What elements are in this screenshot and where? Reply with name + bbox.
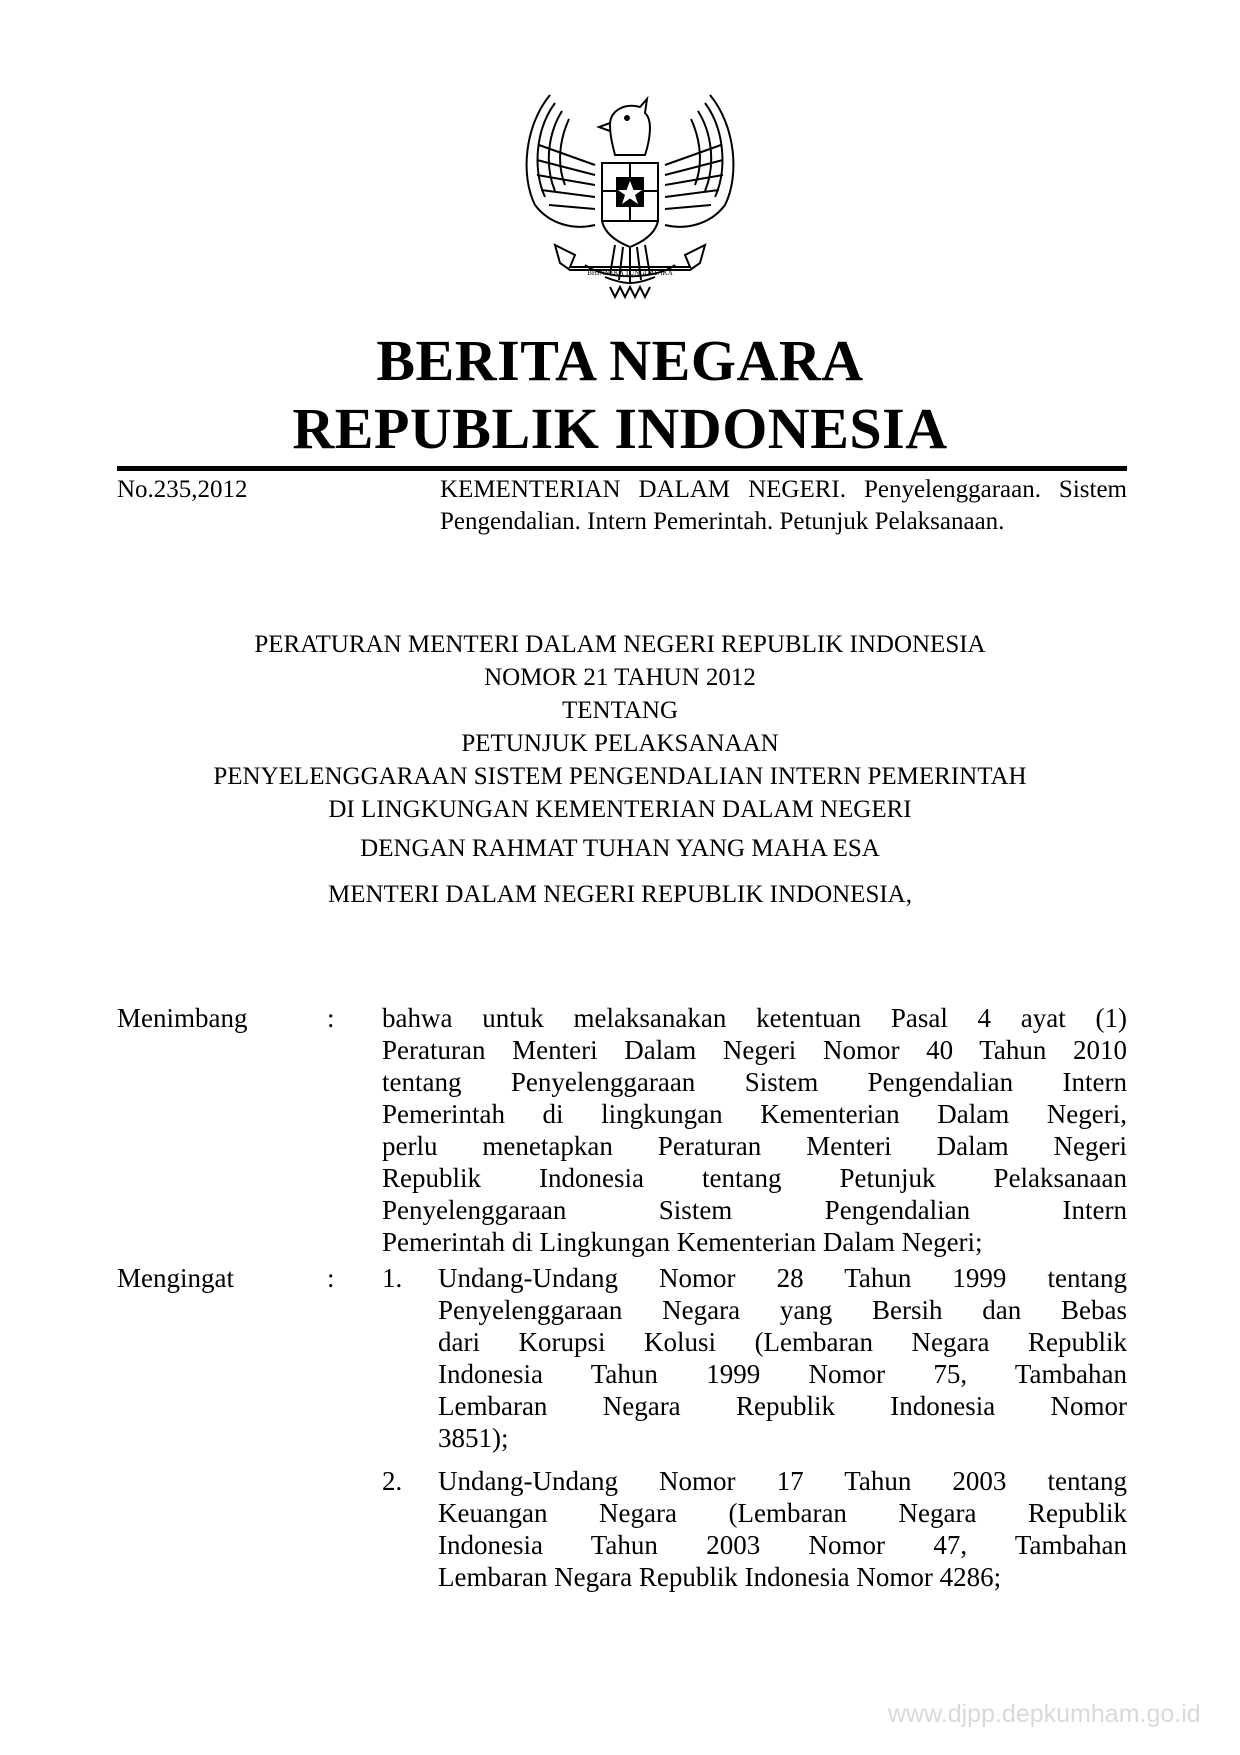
text-line: Penyelenggaraan Negara yang Bersih dan Bebas <box>438 1295 1127 1325</box>
preamble <box>0 832 1240 911</box>
regulation-subject-3: DI LINGKUNGAN KEMENTERIAN DALAM NEGERI <box>328 796 912 823</box>
item-number: 1. <box>382 1263 403 1293</box>
regulation-title: PERATURAN MENTERI DALAM NEGERI REPUBLIK INDONESIA <box>254 631 986 658</box>
header-divider <box>117 466 1127 471</box>
issuer: MENTERI DALAM NEGERI REPUBLIK INDONESIA, <box>328 881 912 908</box>
text-line: Undang-Undang Nomor 17 Tahun 2003 tentang <box>438 1466 1127 1496</box>
text-line: perlu menetapkan Peraturan Menteri Dalam Negeri <box>382 1131 1127 1161</box>
text-line: Pemerintah di Lingkungan Kementerian Dalam Negeri; <box>382 1227 983 1257</box>
mengingat-label: Mengingat <box>117 1263 234 1293</box>
svg-text:BHINNEKA TUNGGAL IKA: BHINNEKA TUNGGAL IKA <box>587 269 673 277</box>
garuda-emblem-icon <box>515 85 745 300</box>
regulation-number: NOMOR 21 TAHUN 2012 <box>484 664 756 691</box>
menimbang-label: Menimbang <box>117 1003 248 1033</box>
menimbang-colon: : <box>327 1003 335 1033</box>
item-number: 2. <box>382 1466 403 1496</box>
text-line: Keuangan Negara (Lembaran Negara Republik <box>438 1498 1127 1528</box>
regulation-tentang: TENTANG <box>561 697 679 724</box>
text-line: Penyelenggaraan Sistem Pengendalian Intern <box>382 1195 1127 1225</box>
text-line: tentang Penyelenggaraan Sistem Pengendalian Intern <box>382 1067 1127 1097</box>
invocation: DENGAN RAHMAT TUHAN YANG MAHA ESA <box>360 835 880 862</box>
text-line: Indonesia Tahun 2003 Nomor 47, Tambahan <box>438 1530 1127 1560</box>
regulation-subject-1: PETUNJUK PELAKSANAAN <box>461 730 779 757</box>
item-text <box>438 1465 1127 1593</box>
publication-description: KEMENTERIAN DALAM NEGERI. Penyelenggaraan. Sistem Pengendalian. Intern Pemerintah. Petunjuk Pelaksanaan. <box>440 476 1127 535</box>
text-line: Republik Indonesia tentang Petunjuk Pelaksanaan <box>382 1163 1127 1193</box>
text-line: Lembaran Negara Republik Indonesia Nomor <box>438 1391 1127 1421</box>
text-line: dari Korupsi Kolusi (Lembaran Negara Republik <box>438 1327 1127 1357</box>
text-line: Peraturan Menteri Dalam Negeri Nomor 40 Tahun 2010 <box>382 1035 1127 1065</box>
text-line: Lembaran Negara Republik Indonesia Nomor 4286; <box>438 1562 1002 1592</box>
source-watermark: www.djpp.depkumham.go.id <box>888 1700 1201 1728</box>
regulation-subject-2: PENYELENGGARAAN SISTEM PENGENDALIAN INTERN PEMERINTAH <box>213 763 1027 790</box>
regulation-heading <box>0 628 1240 826</box>
item-text <box>438 1262 1127 1454</box>
mengingat-colon: : <box>327 1263 335 1293</box>
menimbang-text <box>382 1002 1127 1258</box>
publication-title-line2: REPUBLIK INDONESIA <box>292 396 948 461</box>
text-line: bahwa untuk melaksanakan ketentuan Pasal 4 ayat (1) <box>382 1003 1127 1033</box>
publication-number: No.235,2012 <box>117 476 248 503</box>
text-line: 3851); <box>438 1423 509 1453</box>
publication-title-line1: BERITA NEGARA <box>376 328 864 393</box>
text-line: Indonesia Tahun 1999 Nomor 75, Tambahan <box>438 1359 1127 1389</box>
text-line: Pemerintah di lingkungan Kementerian Dalam Negeri, <box>382 1099 1127 1129</box>
text-line: Undang-Undang Nomor 28 Tahun 1999 tentang <box>438 1263 1127 1293</box>
